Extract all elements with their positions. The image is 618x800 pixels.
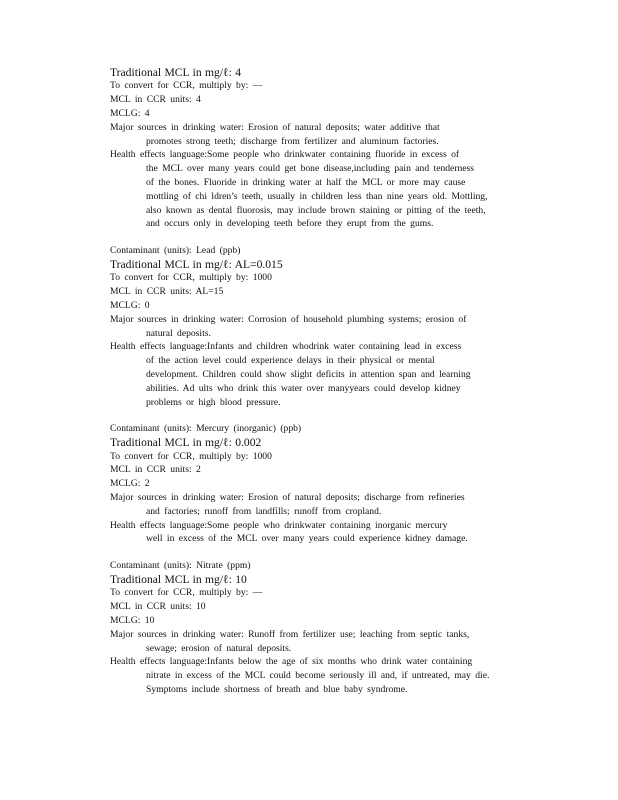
mclg: MCLG: 4 [110,108,150,119]
health-effects-line: and occurs only in developing teeth before they erupt from the gums. [146,218,434,230]
convert-ccr: To convert for CCR, multiply by: — [110,80,263,92]
contaminant-section-fluoride [110,66,550,231]
major-sources-line: Major sources in drinking water: Corrosion of household plumbing systems; erosion of [110,313,467,325]
health-effects-line: the MCL over many years could get bone disease,including pain and tenderness [146,163,475,175]
contaminant-header: Contaminant (units): Nitrate (ppm) [110,560,251,572]
health-effects-line: nitrate in excess of the MCL could become seriously ill and, if untreated, may die. [146,670,490,682]
health-effects-line: well in excess of the MCL over many years could experience kidney damage. [146,533,468,545]
major-sources [110,491,550,519]
major-sources-line: Major sources in drinking water: Runoff from fertilizer use; leaching from septic tanks, [110,628,470,640]
traditional-mcl: Traditional MCL in mg/ℓ: 4 [110,66,242,79]
health-effects-line: Symptoms include shortness of breath and blue baby syndrome. [146,683,408,695]
contaminant-section-mercury [110,422,550,546]
contaminant-section-nitrate [110,559,550,697]
health-effects [110,655,550,696]
mclg: MCLG: 10 [110,614,155,626]
major-sources [110,313,550,341]
health-effects-line: development. Children could show slight deficits in attention span and learning [146,368,471,380]
traditional-mcl: Traditional MCL in mg/ℓ: 10 [110,572,247,586]
major-sources-line: and factories; runoff from landfills; runoff from cropland. [146,505,382,517]
mcl-ccr-units: MCL in CCR units: 2 [110,464,201,476]
health-effects-line: abilities. Ad ults who drink this water over manyyears could develop kidney [146,382,461,394]
major-sources-line: Major sources in drinking water: Erosion of natural deposits; discharge from refineries [110,491,465,503]
major-sources-line: sewage; erosion of natural deposits. [146,642,292,654]
health-effects-line: Health effects language:Some people who drinkwater containing fluoride in excess of [110,149,460,161]
health-effects [110,148,550,231]
health-effects-line: Health effects language:Infants and children whodrink water containing lead in excess [110,341,462,353]
health-effects-line: also known as dental fluorosis, may include brown staining or pitting of the teeth, [146,204,486,216]
health-effects [110,519,550,547]
contaminant-header: Contaminant (units): Lead (ppb) [110,245,241,257]
major-sources-line: natural deposits. [146,327,211,339]
traditional-mcl: Traditional MCL in mg/ℓ: 0.002 [110,436,262,450]
health-effects-line: Health effects language:Some people who drinkwater containing inorganic mercury [110,519,448,531]
health-effects-line: problems or high blood pressure. [146,396,281,408]
major-sources-line: Major sources in drinking water: Erosion of natural deposits; water additive that [110,121,440,133]
health-effects [110,340,550,409]
health-effects-line: of the action level could experience delays in their physical or mental [146,355,435,367]
document-page [110,66,550,697]
health-effects-line: of the bones. Fluoride in drinking water at half the MCL or more may cause [146,176,466,188]
mcl-ccr-units: MCL in CCR units: AL=15 [110,286,224,298]
convert-ccr: To convert for CCR, multiply by: 1000 [110,450,272,462]
convert-ccr: To convert for CCR, multiply by: — [110,587,263,599]
contaminant-header: Contaminant (units): Mercury (inorganic) (ppb) [110,423,302,435]
mclg: MCLG: 0 [110,299,150,311]
convert-ccr: To convert for CCR, multiply by: 1000 [110,272,272,284]
contaminant-section-lead [110,244,550,409]
mcl-ccr-units: MCL in CCR units: 4 [110,94,201,106]
major-sources [110,628,550,656]
health-effects-line: mottling of chi ldren’s teeth, usually in children less than nine years old. Mottling, [146,190,488,202]
mcl-ccr-units: MCL in CCR units: 10 [110,601,206,613]
major-sources-line: promotes strong teeth; discharge from fertilizer and aluminum factories. [146,135,439,147]
mclg: MCLG: 2 [110,478,150,490]
traditional-mcl: Traditional MCL in mg/ℓ: AL=0.015 [110,257,283,271]
health-effects-line: Health effects language:Infants below the age of six months who drink water containing [110,656,473,668]
major-sources [110,121,550,149]
